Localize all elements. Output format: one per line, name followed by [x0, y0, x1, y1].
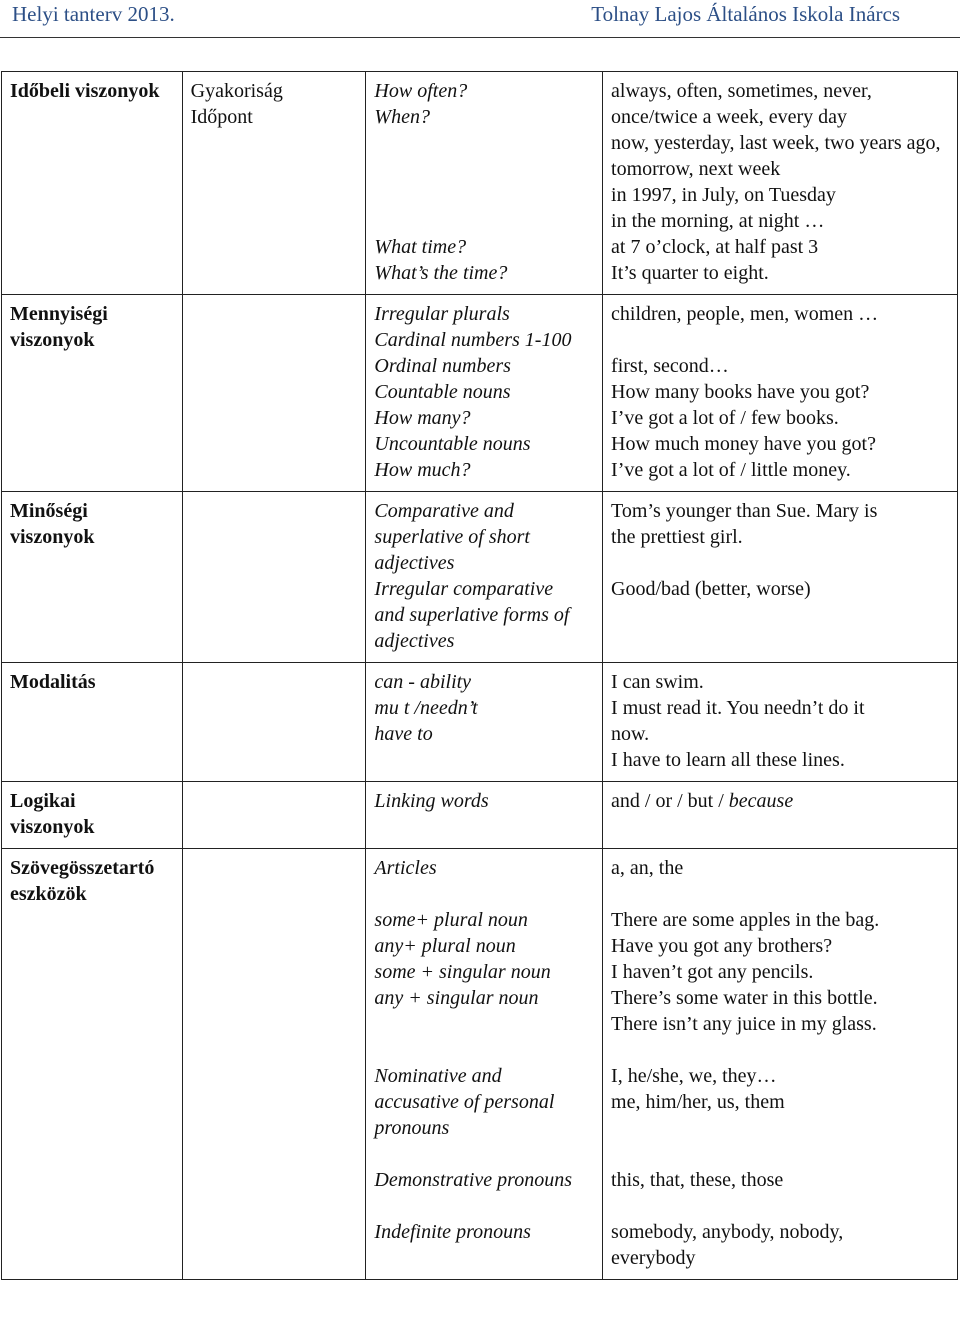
- example-cell-line: I haven’t got any pencils.: [611, 961, 814, 983]
- structure-cell-line: Cardinal numbers 1-100: [374, 329, 572, 351]
- structure-cell-line: What’s the time?: [374, 262, 508, 284]
- table-row: [2, 295, 958, 492]
- structure-cell: [366, 782, 603, 849]
- structure-cell-line: [374, 1037, 594, 1063]
- structure-cell: [366, 295, 603, 492]
- category-cell: [2, 492, 183, 663]
- structure-cell-line: [374, 156, 594, 182]
- header-school-name: Tolnay Lajos Általános Iskola Inárcs: [591, 2, 900, 26]
- example-cell: [603, 492, 958, 663]
- category-cell-line: viszonyok: [10, 526, 95, 548]
- subcategory-cell: [182, 295, 366, 492]
- example-cell: [603, 663, 958, 782]
- structure-cell-line: [374, 881, 594, 907]
- structure-cell-line: Indefinite pronouns: [374, 1221, 531, 1243]
- subcategory-cell: [182, 492, 366, 663]
- example-cell-line: There’s some water in this bottle.: [611, 987, 878, 1009]
- example-cell: [603, 72, 958, 295]
- example-cell-line: now, yesterday, last week, two years ago,: [611, 132, 941, 154]
- structure-cell-line: some+ plural noun: [374, 909, 528, 931]
- structure-cell-line: Uncountable nouns: [374, 433, 531, 455]
- structure-cell-line: any + singular noun: [374, 987, 539, 1009]
- example-cell-line: I must read it. You needn’t do it: [611, 697, 865, 719]
- example-cell-line: at 7 o’clock, at half past 3: [611, 236, 819, 258]
- category-cell-line: Időbeli viszonyok: [10, 80, 160, 102]
- example-cell: [603, 295, 958, 492]
- category-cell: [2, 782, 183, 849]
- structure-cell-line: some + singular noun: [374, 961, 551, 983]
- category-cell-line: Modalitás: [10, 671, 96, 693]
- example-cell-line: How much money have you got?: [611, 433, 876, 455]
- structure-cell-line: have to: [374, 723, 433, 745]
- example-cell-line: [611, 550, 949, 576]
- structure-cell-line: pronouns: [374, 1117, 450, 1139]
- category-cell: [2, 663, 183, 782]
- structure-cell-line: Ordinal numbers: [374, 355, 511, 377]
- category-cell: [2, 72, 183, 295]
- subcategory-cell-line: Időpont: [190, 106, 253, 128]
- example-cell-line: I, he/she, we, they…: [611, 1065, 777, 1087]
- structure-cell: [366, 849, 603, 1280]
- structure-cell: [366, 663, 603, 782]
- table-row: [2, 663, 958, 782]
- example-cell-line: a, an, the: [611, 857, 684, 879]
- example-cell-line: [611, 1193, 949, 1219]
- category-cell-line: viszonyok: [10, 816, 95, 838]
- example-cell-line: this, that, these, those: [611, 1169, 784, 1191]
- example-cell-line: I’ve got a lot of / little money.: [611, 459, 851, 481]
- example-cell-line: Have you got any brothers?: [611, 935, 833, 957]
- structure-cell-line: [374, 182, 594, 208]
- structure-cell-line: superlative of short: [374, 526, 530, 548]
- subcategory-cell-line: Gyakoriság: [190, 80, 283, 102]
- category-cell-line: eszközök: [10, 883, 87, 905]
- structure-cell-line: Demonstrative pronouns: [374, 1169, 572, 1191]
- subcategory-cell: [182, 782, 366, 849]
- structure-cell-line: Irregular plurals: [374, 303, 510, 325]
- structure-cell-line: Nominative and: [374, 1065, 502, 1087]
- structure-cell-line: Articles: [374, 857, 437, 879]
- example-cell-line: in the morning, at night …: [611, 210, 825, 232]
- example-cell-line: everybody: [611, 1247, 696, 1269]
- example-cell-line: I’ve got a lot of / few books.: [611, 407, 839, 429]
- example-text-italic: because: [728, 790, 794, 812]
- example-cell-line: tomorrow, next week: [611, 158, 781, 180]
- structure-cell-line: and superlative forms of: [374, 604, 570, 626]
- table-row: [2, 492, 958, 663]
- header-divider: [0, 37, 960, 38]
- subcategory-cell: [182, 72, 366, 295]
- structure-cell: [366, 492, 603, 663]
- example-cell-line: me, him/her, us, them: [611, 1091, 785, 1113]
- structure-cell-line: adjectives: [374, 552, 455, 574]
- example-cell-line: [611, 881, 949, 907]
- category-cell-line: Logikai: [10, 790, 76, 812]
- example-text: and / or / but /: [611, 790, 729, 812]
- structure-cell-line: How often?: [374, 80, 468, 102]
- structure-cell-line: [374, 208, 594, 234]
- structure-cell-line: Comparative and: [374, 500, 514, 522]
- example-cell-line: Good/bad (better, worse): [611, 578, 811, 600]
- example-cell-line: There isn’t any juice in my glass.: [611, 1013, 877, 1035]
- table-row: [2, 782, 958, 849]
- example-cell-line: always, often, sometimes, never, once/twice a week, every day: [611, 80, 877, 128]
- structure-cell-line: How much?: [374, 459, 471, 481]
- example-cell-line: I can swim.: [611, 671, 704, 693]
- category-cell: [2, 295, 183, 492]
- structure-cell-line: can - ability: [374, 671, 472, 693]
- structure-cell-line: [374, 1141, 594, 1167]
- example-cell-line: Tom’s younger than Sue. Mary is: [611, 500, 878, 522]
- structure-cell-line: [374, 1193, 594, 1219]
- structure-cell-line: mu t /needn’t: [374, 697, 478, 719]
- example-cell-line: How many books have you got?: [611, 381, 870, 403]
- example-cell-line: somebody, anybody, nobody,: [611, 1221, 844, 1243]
- category-cell: [2, 849, 183, 1280]
- example-cell-line: There are some apples in the bag.: [611, 909, 880, 931]
- structure-cell-line: When?: [374, 106, 430, 128]
- category-cell-line: Minőségi: [10, 500, 88, 522]
- example-cell-line: [611, 1115, 949, 1141]
- example-cell-line: the prettiest girl.: [611, 526, 743, 548]
- example-cell-line: [611, 788, 949, 814]
- structure-cell-line: Irregular comparative: [374, 578, 554, 600]
- example-cell-line: [611, 1037, 949, 1063]
- structure-cell-line: [374, 1011, 594, 1037]
- example-cell-line: in 1997, in July, on Tuesday: [611, 184, 836, 206]
- header-school-plan: Helyi tanterv 2013.: [12, 2, 175, 26]
- example-cell-line: It’s quarter to eight.: [611, 262, 769, 284]
- structure-cell-line: adjectives: [374, 630, 455, 652]
- structure-cell-line: accusative of personal: [374, 1091, 555, 1113]
- example-cell: [603, 849, 958, 1280]
- subcategory-cell: [182, 663, 366, 782]
- structure-cell-line: Countable nouns: [374, 381, 511, 403]
- structure-cell-line: What time?: [374, 236, 467, 258]
- structure-cell-line: [374, 130, 594, 156]
- example-cell-line: [611, 1141, 949, 1167]
- category-cell-line: Mennyiségi: [10, 303, 108, 325]
- subcategory-cell: [182, 849, 366, 1280]
- structure-cell-line: any+ plural noun: [374, 935, 516, 957]
- example-cell-line: I have to learn all these lines.: [611, 749, 845, 771]
- table-row: [2, 72, 958, 295]
- example-cell-line: [611, 327, 949, 353]
- category-cell-line: Szövegösszetartó: [10, 857, 155, 879]
- category-cell-line: viszonyok: [10, 329, 95, 351]
- structure-cell: [366, 72, 603, 295]
- example-cell-line: children, people, men, women …: [611, 303, 879, 325]
- example-cell-line: first, second…: [611, 355, 729, 377]
- table-row: [2, 849, 958, 1280]
- structure-cell-line: How many?: [374, 407, 471, 429]
- curriculum-table: [1, 71, 958, 1280]
- example-cell-line: now.: [611, 723, 650, 745]
- example-cell: [603, 782, 958, 849]
- structure-cell-line: Linking words: [374, 790, 489, 812]
